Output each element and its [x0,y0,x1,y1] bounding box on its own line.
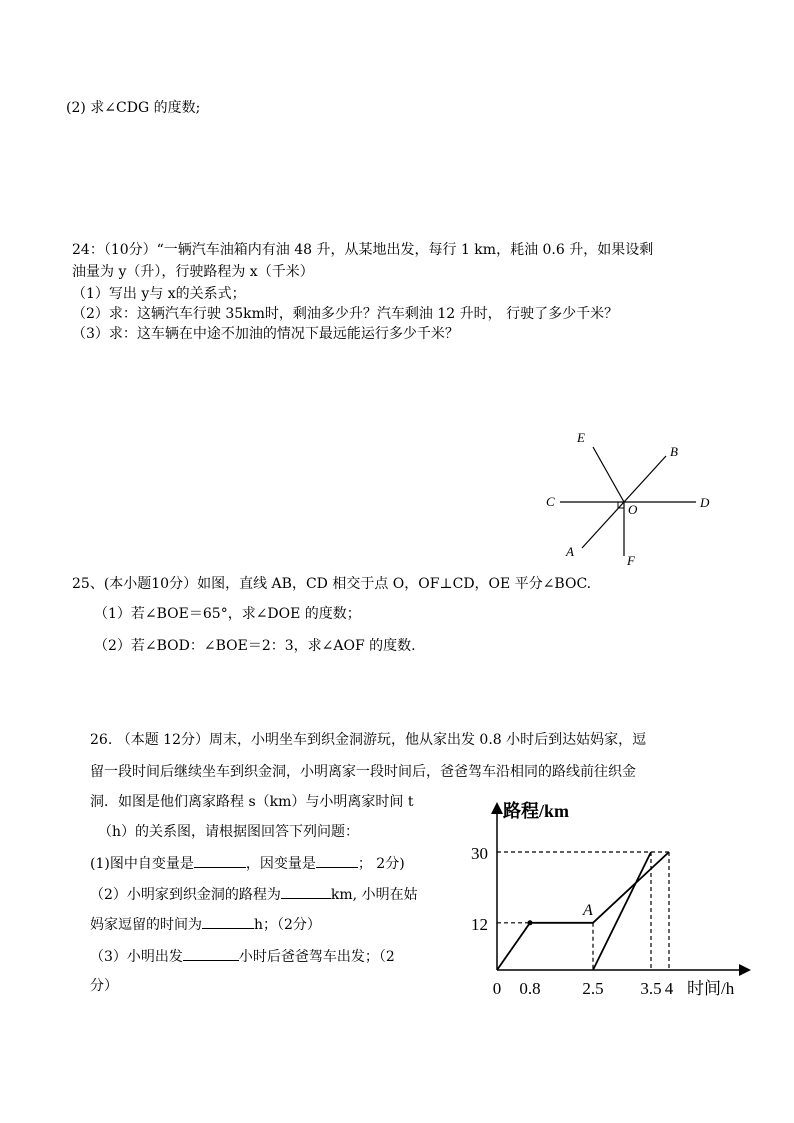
x-tick-0.8: 0.8 [519,979,541,998]
label-a: A [566,544,574,559]
label-c: C [546,494,555,509]
q26-part3-line2: 分） [90,978,118,994]
q26-part1-text-b: ，因变量是 [245,856,316,872]
x-axis-label: 时间/h [687,979,735,998]
q26-blank-delay[interactable] [183,946,239,961]
ray-oe [593,447,624,502]
x-tick-4: 4 [664,979,674,998]
q24-part1: （1）写出 y与 x的关系式； [72,286,246,302]
q26-part2-text-c: 妈家逗留的时间为 [90,917,202,933]
q26-part2-line1 [90,884,418,905]
distance-time-chart [450,795,760,1005]
label-o: O [628,502,638,517]
q25-part2: （2）若∠BOD：∠BOE＝2：3，求∠AOF 的度数. [94,638,416,654]
q25-angle-figure [540,430,720,570]
point-arrival [528,920,533,925]
label-d: D [700,495,710,510]
q26-part1 [90,853,405,874]
q26-blank-dependent-variable[interactable] [316,853,358,868]
q26-stem-line4: （h）的关系图，请根据图回答下列问题： [98,824,360,840]
q26-part2-text-a: （2）小明家到织金洞的路程为 [90,887,281,903]
y-tick-12: 12 [471,914,488,934]
point-label-a: A [583,901,593,919]
q26-blank-independent-variable[interactable] [194,853,246,868]
q26-part2-text-d: h；（2分） [254,917,321,933]
q26-part2-text-b: km, 小明在姑 [330,887,418,903]
label-b: B [670,444,678,459]
label-f: F [627,553,635,568]
label-e: E [577,430,585,445]
q24-stem-line2: 油量为 y（升），行驶路程为 x（千米） [72,264,314,280]
series-line-2 [593,852,651,970]
q26-part1-text-a: (1)图中自变量是 [90,856,194,872]
x-tick-2.5: 2.5 [582,979,604,998]
y-tick-30: 30 [471,844,488,863]
q26-part3-text-a: （3）小明出发 [90,949,183,965]
q25-stem: 25、(本小题10分）如图，直线 AB，CD 相交于点 O，OF⊥CD，OE 平分∠BOC. [72,576,592,592]
q24-stem-line1: 24：（10分）“一辆汽车油箱内有油 48 升，从某地出发，每行 1 km，耗油 0.6 升，如果设剩 [72,242,654,258]
q23-part2: (2) 求∠CDG 的度数; [66,100,201,116]
q24-part3: （3）求：这车辆在中途不加油的情况下最远能运行多少千米？ [72,326,459,342]
q26-stem-line2: 留一段时间后继续坐车到织金洞，小明离家一段时间后，爸爸驾车沿相同的路线前往织金 [90,764,636,780]
x-tick-3.5: 3.5 [640,979,662,998]
q26-stem-line3: 洞．如图是他们离家路程 s（km）与小明离家时间 t [90,794,414,810]
q24-part2: （2）求：这辆汽车行驶 35km时，剩油多少升？汽车剩油 12 升时， 行驶了多少千米？ [72,306,619,322]
q26-part2-line2 [90,914,321,935]
x-tick-0: 0 [492,979,502,998]
y-axis-label: 路程/km [503,801,570,821]
q26-part3-line1 [90,946,395,967]
q26-stem-line1: 26. （本题 12分）周末，小明坐车到织金洞游玩，他从家出发 0.8 小时后到达姑妈家，逗 [90,732,647,748]
q26-part3-text-b: 小时后爸爸驾车出发；（2 [238,949,395,965]
q26-blank-stay-time[interactable] [202,914,254,929]
q26-part1-text-c: ； 2分) [357,856,405,872]
q25-part1: （1）若∠BOE＝65°，求∠DOE 的度数； [94,606,361,622]
q26-blank-distance[interactable] [281,884,331,899]
